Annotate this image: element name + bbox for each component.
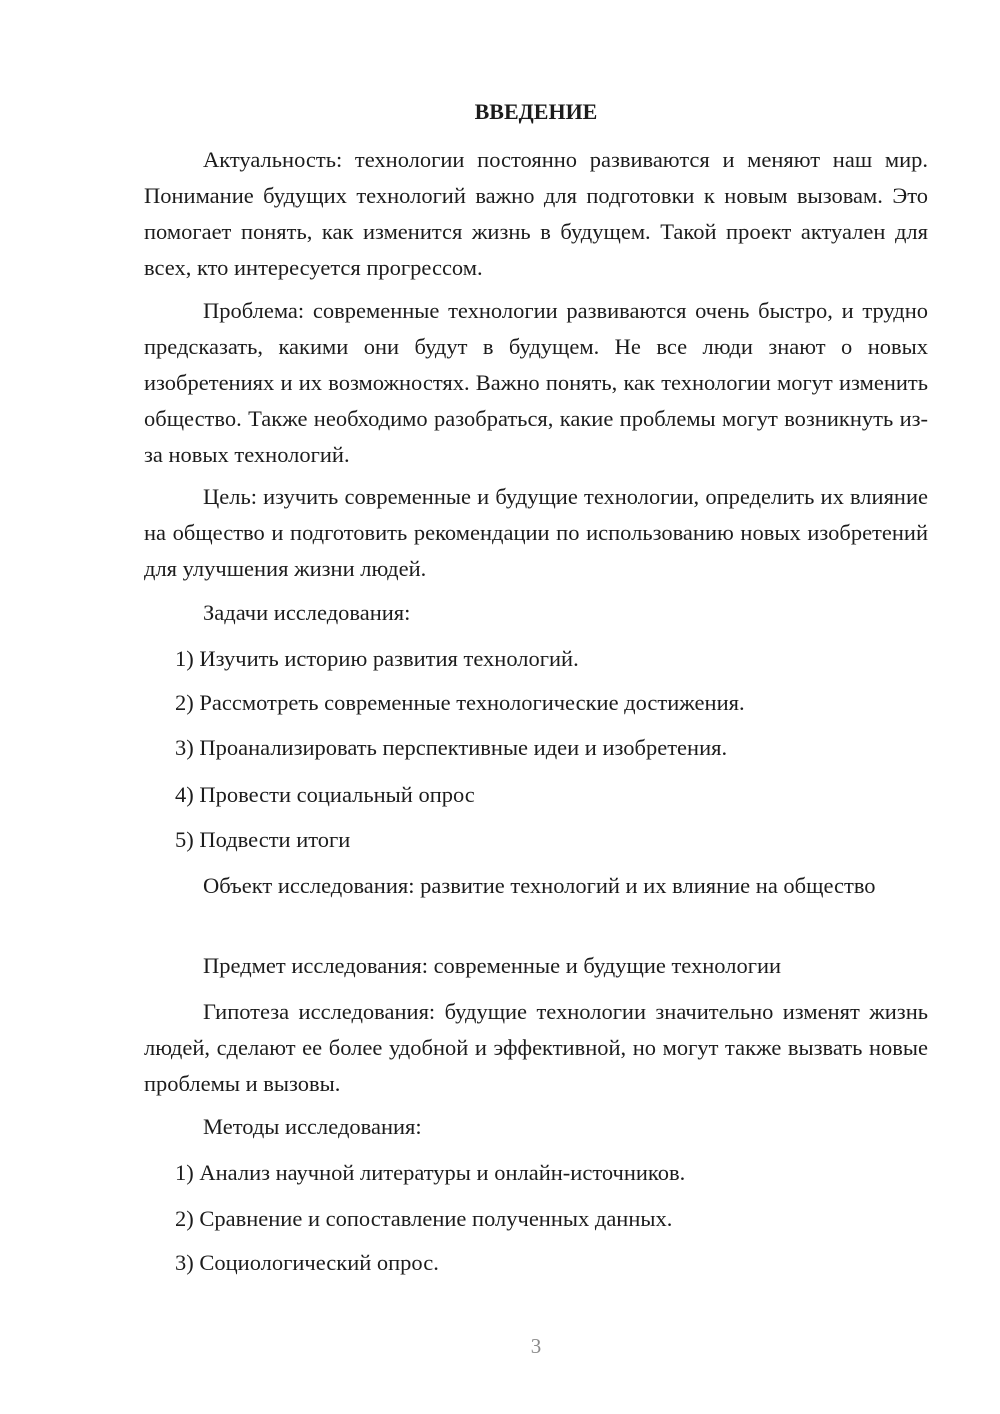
- problem-paragraph: Проблема: современные технологии развиваются очень быстро, и трудно предсказать, какими они будут в будущем. Не все люди знают о новых изобретениях и их возможностях. Важно понять, как технологии могут изменить общество. Также необходимо разобраться, какие проблемы могут возникнуть из-за новых технологий.: [144, 298, 928, 467]
- page-title: ВВЕДЕНИЕ: [474, 99, 598, 124]
- method-item: 3) Социологический опрос.: [175, 1250, 439, 1275]
- hypothesis-paragraph: Гипотеза исследования: будущие технологии значительно изменят жизнь людей, сделают ее более удобной и эффективной, но могут также вызвать новые проблемы и вызовы.: [144, 999, 928, 1096]
- task-item: 3) Проанализировать перспективные идеи и изобретения.: [175, 735, 728, 760]
- goal-paragraph: Цель: изучить современные и будущие технологии, определить их влияние на общество и подготовить рекомендации по использованию новых изобретений для улучшения жизни людей.: [144, 484, 928, 581]
- page-number: 3: [530, 1334, 542, 1358]
- tasks-heading: Задачи исследования:: [203, 600, 411, 625]
- methods-heading: Методы исследования:: [203, 1114, 422, 1139]
- method-item: 2) Сравнение и сопоставление полученных данных.: [175, 1206, 673, 1231]
- object-paragraph: Объект исследования: развитие технологий и их влияние на общество: [203, 873, 876, 898]
- task-item: 4) Провести социальный опрос: [175, 782, 475, 807]
- task-item: 5) Подвести итоги: [175, 827, 351, 852]
- task-item: 2) Рассмотреть современные технологические достижения.: [175, 690, 745, 715]
- relevance-paragraph: Актуальность: технологии постоянно развиваются и меняют наш мир. Понимание будущих технологий важно для подготовки к новым вызовам. Это помогает понять, как изменится жизнь в будущем. Такой проект актуален для всех, кто интересуется прогрессом.: [144, 147, 928, 280]
- task-item: 1) Изучить историю развития технологий.: [175, 646, 579, 671]
- subject-paragraph: Предмет исследования: современные и будущие технологии: [203, 953, 782, 978]
- method-item: 1) Анализ научной литературы и онлайн-источников.: [175, 1160, 686, 1185]
